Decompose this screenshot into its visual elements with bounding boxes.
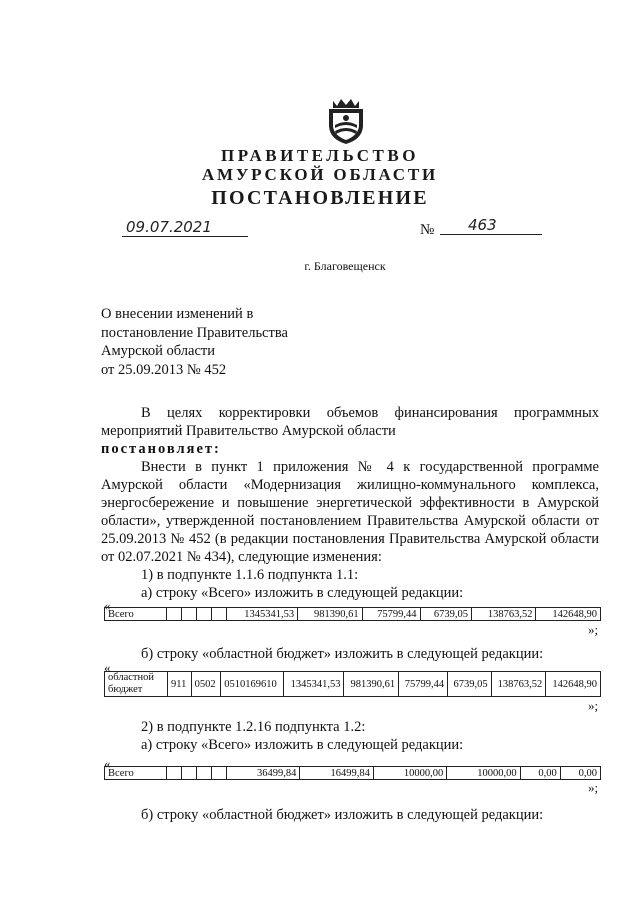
paragraph-line: области», утвержденной постановлением Правительства Амурской области от [101, 513, 599, 529]
code-cell [182, 767, 197, 780]
item-1a: а) строку «Всего» изложить в следующей редакции: [141, 585, 464, 601]
quote-close: »; [588, 698, 599, 713]
main-paragraph [101, 458, 599, 566]
paragraph-line: Амурской области «Модернизация жилищно-коммунального комплекса, [101, 477, 599, 493]
value-cell: 16499,84 [300, 767, 373, 780]
subject-line: постановление Правительства [101, 324, 288, 341]
row-label: Всего [105, 608, 167, 621]
subject-block [101, 305, 288, 379]
value-cell: 1345341,53 [227, 608, 298, 621]
paragraph-line: 25.09.2013 № 452 (в редакции постановления Правительства Амурской области [101, 531, 599, 547]
preamble-line: мероприятий Правительство Амурской области [101, 423, 396, 439]
paragraph-line: Внести в пункт 1 приложения № 4 к государственной программе [141, 459, 599, 475]
coat-of-arms-icon [323, 95, 369, 145]
value-cell: 1345341,53 [284, 672, 344, 697]
quote-open: « [104, 660, 111, 675]
table-total-1 [104, 607, 601, 621]
value-cell: 138763,52 [491, 672, 546, 697]
code-cell [197, 608, 212, 621]
table-row [105, 608, 601, 621]
number-label: № [420, 222, 435, 238]
row-label-line: бюджет [108, 684, 143, 695]
value-cell: 138763,52 [471, 608, 536, 621]
document-number: 463 [440, 216, 542, 235]
value-cell: 75799,44 [362, 608, 420, 621]
subject-line: Амурской области [101, 343, 215, 359]
value-cell: 981390,61 [298, 608, 363, 621]
quote-open: « [104, 598, 111, 613]
code-cell [167, 608, 182, 621]
government-title: ПРАВИТЕЛЬСТВО [221, 146, 419, 165]
region-title: АМУРСКОЙ ОБЛАСТИ [201, 165, 439, 184]
item-1: 1) в подпункте 1.1.6 подпункта 1.1: [141, 567, 359, 583]
table-row [105, 767, 601, 780]
code-cell: 0502 [191, 672, 221, 697]
code-cell [197, 767, 212, 780]
value-cell: 142648,90 [536, 608, 601, 621]
preamble-line: В целях корректировки объемов финансирования программных [141, 405, 599, 421]
paragraph-line: от 02.07.2021 № 434), следующие изменения: [101, 549, 382, 565]
document-date: 09.07.2021 [122, 218, 248, 237]
code-cell: 0510169610 [221, 672, 284, 697]
value-cell: 36499,84 [227, 767, 300, 780]
code-cell [212, 608, 227, 621]
table-total-2 [104, 766, 601, 780]
item-2: 2) в подпункте 1.2.16 подпункта 1.2: [141, 719, 366, 735]
row-label [105, 672, 168, 697]
item-2a: а) строку «Всего» изложить в следующей редакции: [141, 737, 464, 753]
row-label: Всего [105, 767, 167, 780]
item-1b: б) строку «областной бюджет» изложить в следующей редакции: [141, 646, 544, 662]
value-cell: 142648,90 [546, 672, 601, 697]
value-cell: 10000,00 [447, 767, 520, 780]
code-cell [212, 767, 227, 780]
quote-close: »; [588, 780, 599, 795]
value-cell: 6739,05 [420, 608, 471, 621]
code-cell: 911 [168, 672, 192, 697]
quote-close: »; [588, 622, 599, 637]
value-cell: 75799,44 [399, 672, 448, 697]
code-cell [182, 608, 197, 621]
paragraph-line: энергосбережение и повышение энергетической эффективности в Амурской [101, 495, 599, 511]
table-row [105, 672, 601, 697]
item-2b: б) строку «областной бюджет» изложить в следующей редакции: [141, 807, 544, 823]
subject-line: О внесении изменений в [101, 306, 254, 322]
value-cell: 6739,05 [448, 672, 492, 697]
resolves-word: постановляет: [101, 441, 221, 457]
quote-open: « [104, 756, 111, 771]
row-label-line: областной [108, 672, 154, 683]
code-cell [167, 767, 182, 780]
value-cell: 981390,61 [344, 672, 399, 697]
document-type-title: ПОСТАНОВЛЕНИЕ [211, 187, 429, 209]
value-cell: 0,00 [560, 767, 600, 780]
value-cell: 0,00 [520, 767, 560, 780]
value-cell: 10000,00 [373, 767, 446, 780]
subject-line: от 25.09.2013 № 452 [101, 361, 227, 378]
table-regional-budget-1 [104, 671, 601, 697]
city: г. Благовещенск [304, 259, 386, 273]
